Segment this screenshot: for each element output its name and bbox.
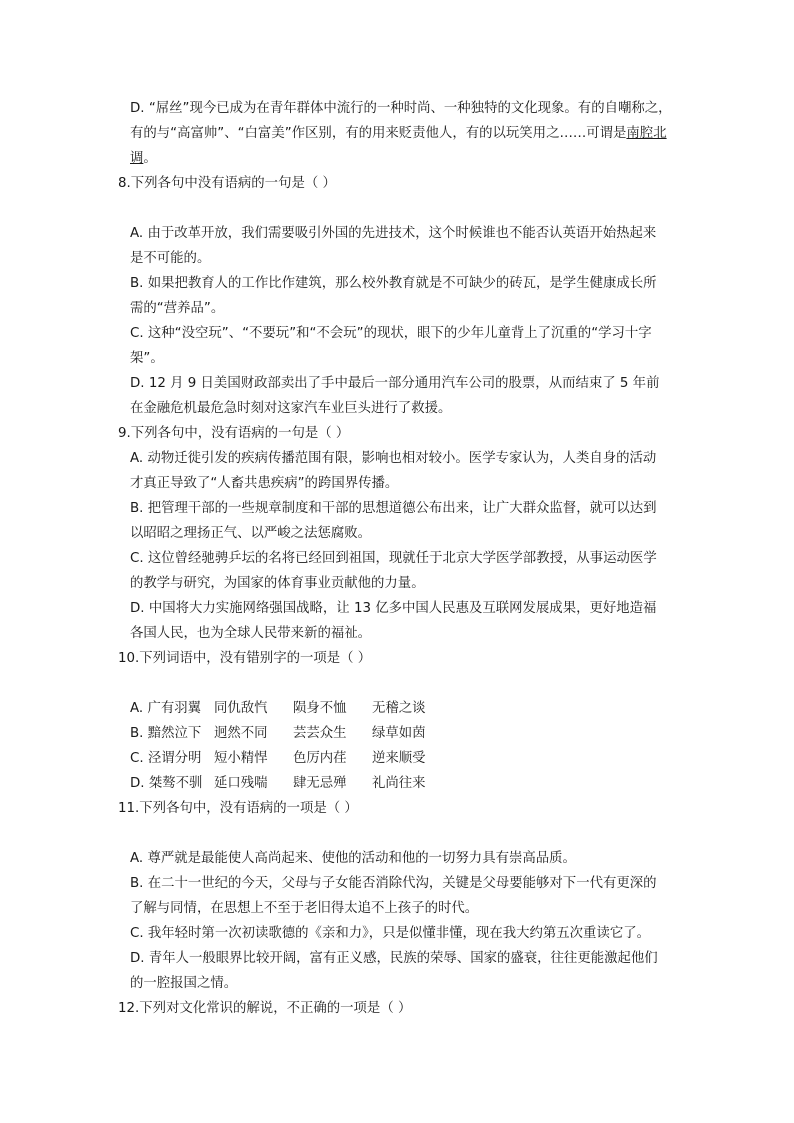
word: 逆来顺受 bbox=[372, 751, 426, 766]
q8-option-d-line1: D. 12 月 9 日美国财政部卖出了手中最后一部分通用汽车公司的股票，从而结束了 5 年前 bbox=[130, 376, 660, 391]
word: 无稽之谈 bbox=[372, 701, 426, 716]
q8-option-a-line1: A. 由于改革开放，我们需要吸引外国的先进技术，这个时候谁也不能否认英语开始热起来 bbox=[130, 226, 657, 241]
q8-option-c-line1: C. 这种“没空玩”、“不要玩”和“不会玩”的现状，眼下的少年儿童背上了沉重的“学习十字 bbox=[130, 326, 652, 341]
question-8-stem: 8.下列各句中没有语病的一句是（ ） bbox=[118, 176, 336, 191]
q11-option-b-line1: B. 在二十一世纪的今天，父母与子女能否消除代沟，关键是父母要能够对下一代有更深的 bbox=[130, 876, 657, 891]
q10-option-row bbox=[118, 771, 678, 796]
q7-option-d-line3 bbox=[118, 146, 678, 171]
word: 迥然不同 bbox=[214, 726, 268, 741]
word: 色厉内荏 bbox=[293, 751, 347, 766]
q10-option-row bbox=[118, 721, 678, 746]
word: 广有羽翼 bbox=[147, 701, 202, 716]
q10-option-row bbox=[118, 696, 678, 721]
q9-option-a-line1: A. 动物迁徙引发的疾病传播范围有限，影响也相对较小。医学专家认为，人类自身的活动 bbox=[130, 451, 657, 466]
q11-option-d-line2: 的一腔报国之情。 bbox=[130, 976, 238, 991]
word: 延口残喘 bbox=[214, 776, 268, 791]
word: 同仇敌忾 bbox=[214, 701, 268, 716]
q9-option-c-line1: C. 这位曾经驰骋乒坛的名将已经回到祖国，现就任于北京大学医学部教授，从事运动医学 bbox=[130, 551, 657, 566]
underlined-phrase: 南腔北 bbox=[626, 126, 667, 141]
q9-option-a-line2: 才真正导致了“人畜共患疾病”的跨国界传播。 bbox=[130, 476, 399, 491]
question-10-stem: 10.下列词语中，没有错别字的一项是（ ） bbox=[118, 651, 372, 666]
word: 短小精悍 bbox=[214, 751, 268, 766]
q9-option-c-line2: 的教学与研究，为国家的体育事业贡献他的力量。 bbox=[130, 576, 425, 591]
option-label: C. bbox=[130, 751, 144, 766]
q9-option-b-line2: 以昭昭之理扬正气、以严峻之法惩腐败。 bbox=[130, 526, 372, 541]
word: 绿草如茵 bbox=[372, 726, 426, 741]
q9-option-d-line2: 各国人民，也为全球人民带来新的福祉。 bbox=[130, 626, 372, 641]
text: D. “屌丝”现今已成为在青年群体中流行的一种时尚、一种独特的文化现象。有的自嘲称之， bbox=[130, 101, 672, 116]
word: 黯然泣下 bbox=[147, 726, 202, 741]
question-9-stem: 9.下列各句中，没有语病的一句是（ ） bbox=[118, 426, 350, 441]
q8-option-a-line2: 是不可能的。 bbox=[130, 251, 211, 266]
word: 桀骜不驯 bbox=[148, 776, 203, 791]
word: 肆无忌殚 bbox=[293, 776, 347, 791]
q7-option-d-line2 bbox=[118, 121, 678, 146]
q8-option-b-line1: B. 如果把教育人的工作比作建筑，那么校外教育就是不可缺少的砖瓦，是学生健康成长所 bbox=[130, 276, 657, 291]
option-label: D. bbox=[130, 776, 145, 791]
question-12-stem: 12.下列对文化常识的解说，不正确的一项是（ ） bbox=[118, 1001, 412, 1016]
underlined-phrase: 调 bbox=[130, 151, 144, 166]
word: 陨身不恤 bbox=[293, 701, 347, 716]
q8-option-b-line2: 需的“营养品”。 bbox=[130, 301, 225, 316]
word: 芸芸众生 bbox=[293, 726, 347, 741]
q7-option-d-line1 bbox=[118, 96, 678, 121]
q10-option-row bbox=[118, 746, 678, 771]
text: 。 bbox=[143, 151, 157, 166]
q11-option-c-line1: C. 我年轻时第一次初读歌德的《亲和力》，只是似懂非懂，现在我大约第五次重读它了。 bbox=[130, 926, 651, 941]
option-label: A. bbox=[130, 701, 144, 716]
q9-option-d-line1: D. 中国将大力实施网络强国战略，让 13 亿多中国人民惠及互联网发展成果，更好地造福 bbox=[130, 601, 657, 616]
q11-option-b-line2: 了解与同情，在思想上不至于老旧得太追不上孩子的时代。 bbox=[130, 901, 479, 916]
word: 礼尚往来 bbox=[372, 776, 426, 791]
q8-option-c-line2: 架”。 bbox=[130, 351, 164, 366]
word: 泾谓分明 bbox=[147, 751, 202, 766]
text: 有的与“高富帅”、“白富美”作区别，有的用来贬责他人，有的以玩笑用之……可谓是 bbox=[130, 126, 627, 141]
question-content bbox=[118, 96, 678, 1021]
q9-option-b-line1: B. 把管理干部的一些规章制度和干部的思想道德公布出来，让广大群众监督，就可以达到 bbox=[130, 501, 657, 516]
question-11-stem: 11.下列各句中，没有语病的一项是（ ） bbox=[118, 801, 358, 816]
q11-option-d-line1: D. 青年人一般眼界比较开阔，富有正义感，民族的荣辱、国家的盛衰，往往更能激起他们 bbox=[130, 951, 658, 966]
option-label: B. bbox=[130, 726, 144, 741]
q8-option-d-line2: 在金融危机最危急时刻对这家汽车业巨头进行了救援。 bbox=[130, 401, 452, 416]
q11-option-a-line1: A. 尊严就是最能使人高尚起来、使他的活动和他的一切努力具有崇高品质。 bbox=[130, 851, 576, 866]
